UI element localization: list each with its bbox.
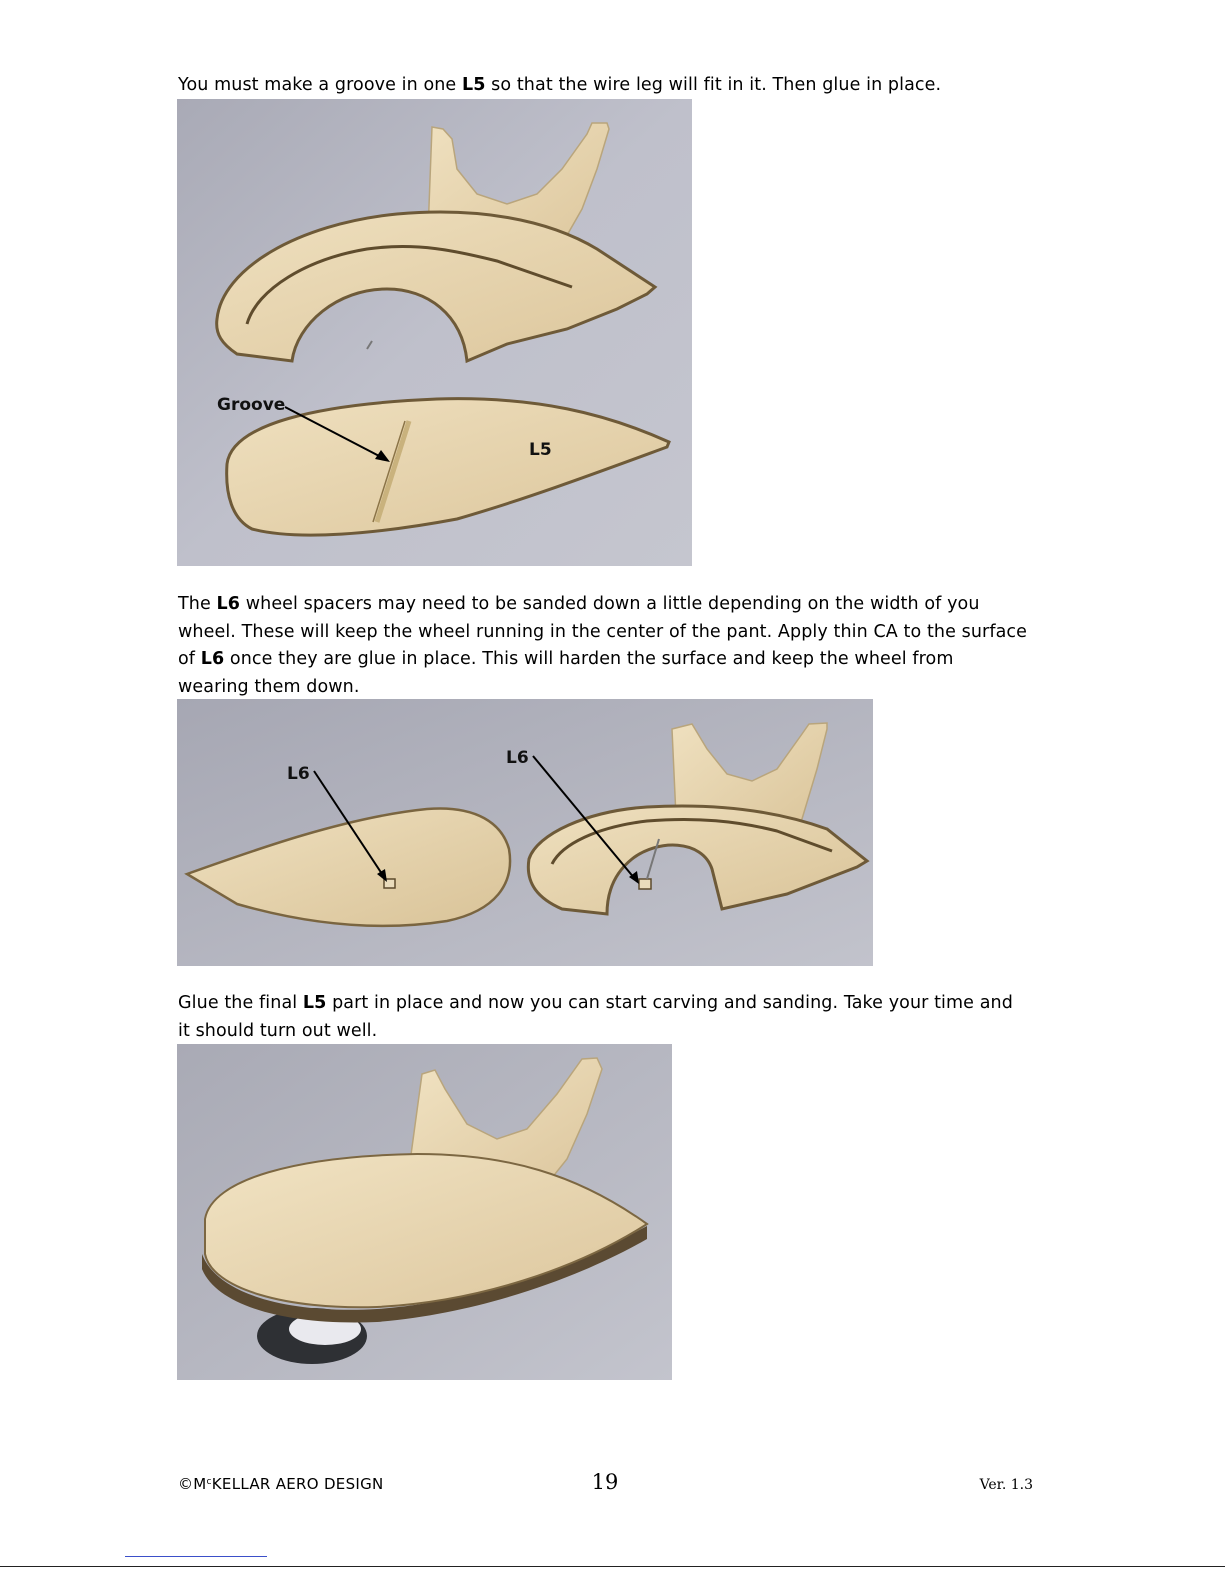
paragraph-text: once they are glue in place. This will harden the surface and keep the wheel from wearing them down. bbox=[178, 649, 954, 697]
photo-l6-spacers bbox=[177, 699, 873, 966]
copyright-company: KELLAR AERO DESIGN bbox=[211, 1475, 384, 1493]
link-underline bbox=[125, 1556, 267, 1557]
version-label: Ver. 1.3 bbox=[979, 1477, 1033, 1493]
l6-spacer-right bbox=[639, 879, 651, 889]
instruction-paragraph-1 bbox=[178, 72, 1028, 100]
paragraph-text: so that the wire leg will fit in it. Then glue in place. bbox=[485, 75, 942, 95]
copyright-prefix: ©M bbox=[178, 1475, 207, 1493]
paragraph-text: Glue the final bbox=[178, 993, 303, 1013]
paragraph-text: part in place and now you can start carving and sanding. Take your time and it should turn out well. bbox=[178, 993, 1013, 1041]
part-label-bold: L5 bbox=[302, 993, 327, 1013]
instruction-paragraph-3 bbox=[178, 990, 1028, 1045]
copyright-superscript: c bbox=[206, 1477, 212, 1487]
page-divider bbox=[0, 1566, 1225, 1567]
callout-l5: L5 bbox=[529, 440, 552, 460]
paragraph-text: wheel spacers may need to be sanded down a little depending on the width of you wheel. These will keep the wheel running in the center of the pant. Apply thin CA to the surface of bbox=[178, 594, 1028, 669]
callout-groove: Groove bbox=[217, 395, 286, 415]
instruction-paragraph-2 bbox=[178, 591, 1028, 701]
paragraph-text: The bbox=[178, 594, 217, 614]
callout-l6-left: L6 bbox=[287, 764, 310, 784]
part-label-bold: L6 bbox=[216, 594, 241, 614]
part-label-bold: L6 bbox=[200, 649, 225, 669]
photo-groove-l5 bbox=[177, 99, 692, 566]
paragraph-text: You must make a groove in one bbox=[178, 75, 462, 95]
footer-copyright bbox=[178, 1475, 384, 1493]
page-number: 19 bbox=[591, 1470, 619, 1494]
photo-final-l5 bbox=[177, 1044, 672, 1380]
part-label-bold: L5 bbox=[461, 75, 486, 95]
callout-l6-right: L6 bbox=[506, 748, 529, 768]
